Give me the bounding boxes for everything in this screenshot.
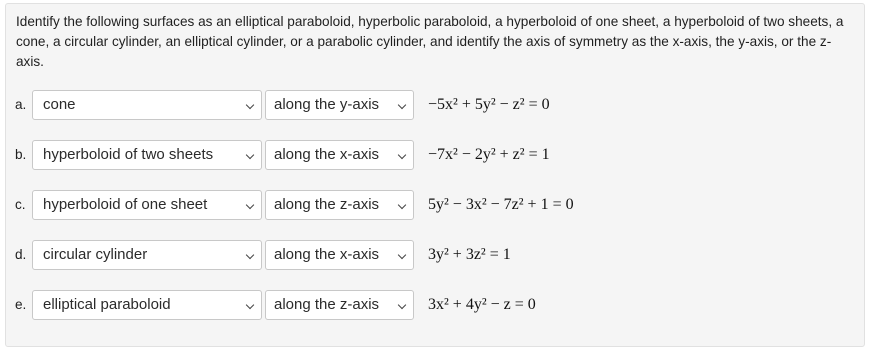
- chevron-down-icon: [398, 151, 406, 159]
- axis-value: along the z-axis: [274, 296, 380, 313]
- surface-type-select[interactable]: [32, 290, 262, 320]
- row-letter: b.: [15, 147, 27, 162]
- chevron-down-icon: [246, 301, 254, 309]
- chevron-down-icon: [246, 251, 254, 259]
- surface-type-value: elliptical paraboloid: [43, 296, 171, 313]
- axis-select[interactable]: [265, 190, 414, 220]
- surface-type-value: circular cylinder: [43, 246, 148, 263]
- answer-row-b: [15, 140, 855, 170]
- axis-select[interactable]: [265, 90, 414, 120]
- equation: 3y² + 3z² = 1: [428, 246, 511, 263]
- answer-row-c: [15, 190, 855, 220]
- surface-type-select[interactable]: [32, 240, 262, 270]
- chevron-down-icon: [398, 251, 406, 259]
- axis-value: along the x-axis: [274, 246, 380, 263]
- surface-type-value: hyperboloid of one sheet: [43, 196, 208, 213]
- axis-value: along the y-axis: [274, 96, 380, 113]
- row-letter: a.: [15, 97, 27, 112]
- equation: −7x² − 2y² + z² = 1: [428, 146, 550, 163]
- answer-row-d: [15, 240, 855, 270]
- equation: 3x² + 4y² − z = 0: [428, 296, 536, 313]
- chevron-down-icon: [246, 101, 254, 109]
- chevron-down-icon: [398, 301, 406, 309]
- surface-type-select[interactable]: [32, 190, 262, 220]
- surface-type-value: cone: [43, 96, 76, 113]
- axis-select[interactable]: [265, 290, 414, 320]
- axis-value: along the z-axis: [274, 196, 380, 213]
- axis-select[interactable]: [265, 240, 414, 270]
- equation: 5y² − 3x² − 7z² + 1 = 0: [428, 196, 574, 213]
- axis-value: along the x-axis: [274, 146, 380, 163]
- question-prompt: Identify the following surfaces as an elliptical paraboloid, hyperbolic paraboloid, a hyperboloid of one sheet, a hyperboloid of two sheets, a cone, a circular cylinder, an elliptical cylinder, or a parabolic cylinder, and identify the axis of symmetry as the x-axis, the y-axis, or the z-axis.: [16, 14, 844, 69]
- axis-select[interactable]: [265, 140, 414, 170]
- surface-type-value: hyperboloid of two sheets: [43, 146, 214, 163]
- answer-row-a: [15, 90, 855, 120]
- chevron-down-icon: [398, 101, 406, 109]
- row-letter: e.: [15, 297, 27, 312]
- row-letter: c.: [15, 197, 26, 212]
- equation: −5x² + 5y² − z² = 0: [428, 96, 550, 113]
- row-letter: d.: [15, 247, 27, 262]
- chevron-down-icon: [398, 201, 406, 209]
- surface-type-select[interactable]: [32, 140, 262, 170]
- chevron-down-icon: [246, 201, 254, 209]
- chevron-down-icon: [246, 151, 254, 159]
- question-panel: [5, 3, 865, 347]
- answer-row-e: [15, 290, 855, 320]
- surface-type-select[interactable]: [32, 90, 262, 120]
